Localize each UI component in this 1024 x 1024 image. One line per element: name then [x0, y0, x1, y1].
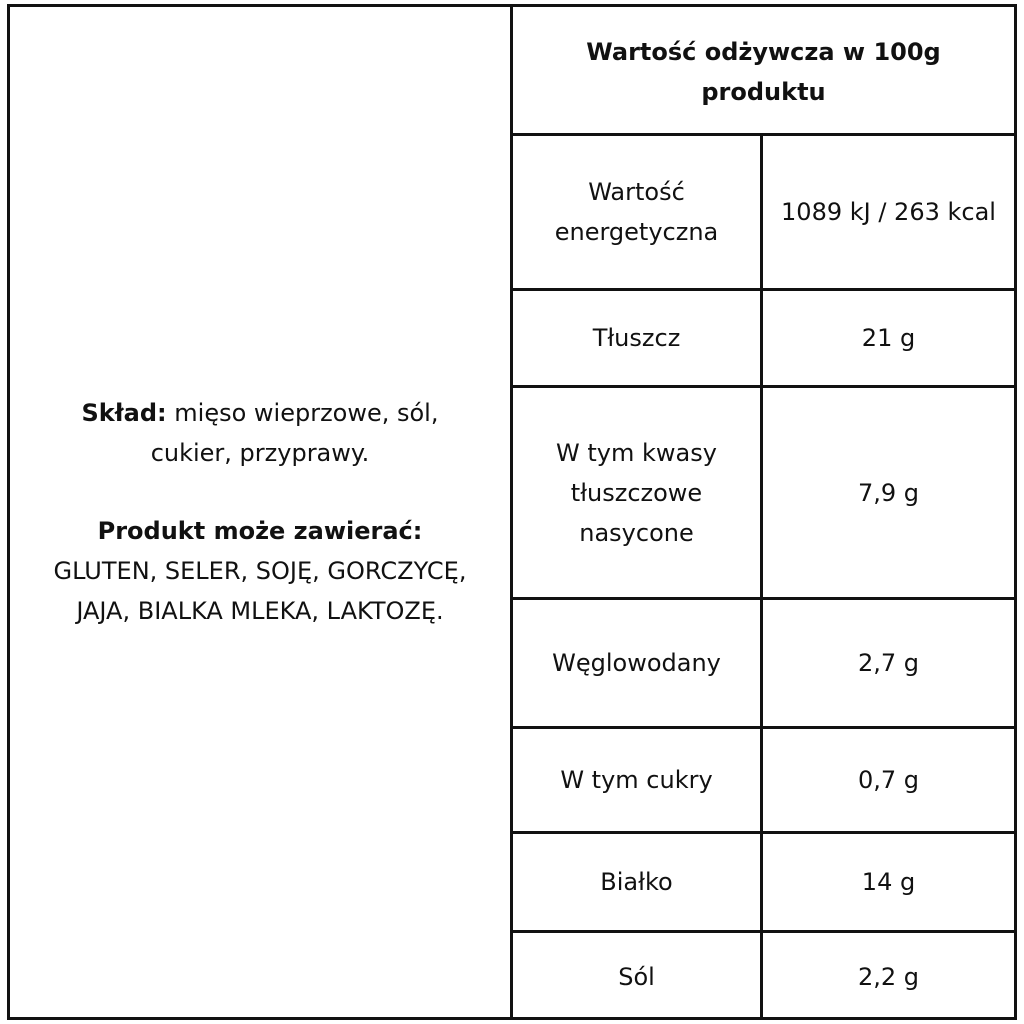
nutrient-name: Sól: [513, 933, 763, 1020]
nutrient-name: W tym kwasy tłuszczowe nasycone: [513, 388, 763, 597]
allergens-text: GLUTEN, SELER, SOJĘ, GORCZYCĘ, JAJA, BIALKA MLEKA, LAKTOZĘ.: [53, 557, 467, 625]
table-row: [513, 600, 1014, 729]
ingredients-block: [50, 393, 470, 631]
table-row: [513, 834, 1014, 933]
nutrient-name: Tłuszcz: [513, 291, 763, 385]
table-row: [513, 933, 1014, 1020]
nutrient-name: W tym cukry: [513, 729, 763, 831]
nutrient-value: 0,7 g: [857, 766, 920, 794]
ingredients-text: mięso wieprzowe, sól, cukier, przyprawy.: [150, 399, 439, 467]
nutrient-name: Białko: [513, 834, 763, 930]
nutrition-table: [513, 7, 1014, 1020]
nutrient-value: 1089 kJ / 263 kcal: [781, 198, 996, 226]
nutrient-value: 2,2 g: [857, 962, 920, 991]
nutrient-name: Wartość energetyczna: [513, 136, 763, 288]
table-row: [513, 729, 1014, 834]
ingredients-label: Skład:: [81, 399, 167, 427]
nutrient-name: Węglowodany: [513, 600, 763, 726]
nutrient-value: 21 g: [861, 324, 916, 352]
nutrient-value: 7,9 g: [857, 478, 920, 507]
table-row: [513, 291, 1014, 388]
table-row: [513, 388, 1014, 600]
allergens-label: Produkt może zawierać:: [97, 517, 423, 545]
nutrition-header: Wartość odżywcza w 100g produktu: [586, 37, 941, 106]
table-row: [513, 136, 1014, 291]
ingredients-line: [50, 393, 470, 473]
ingredients-panel: [10, 7, 510, 1017]
nutrition-header-row: [513, 7, 1014, 136]
nutrient-value: 2,7 g: [857, 649, 920, 677]
nutrient-value: 14 g: [861, 868, 916, 896]
